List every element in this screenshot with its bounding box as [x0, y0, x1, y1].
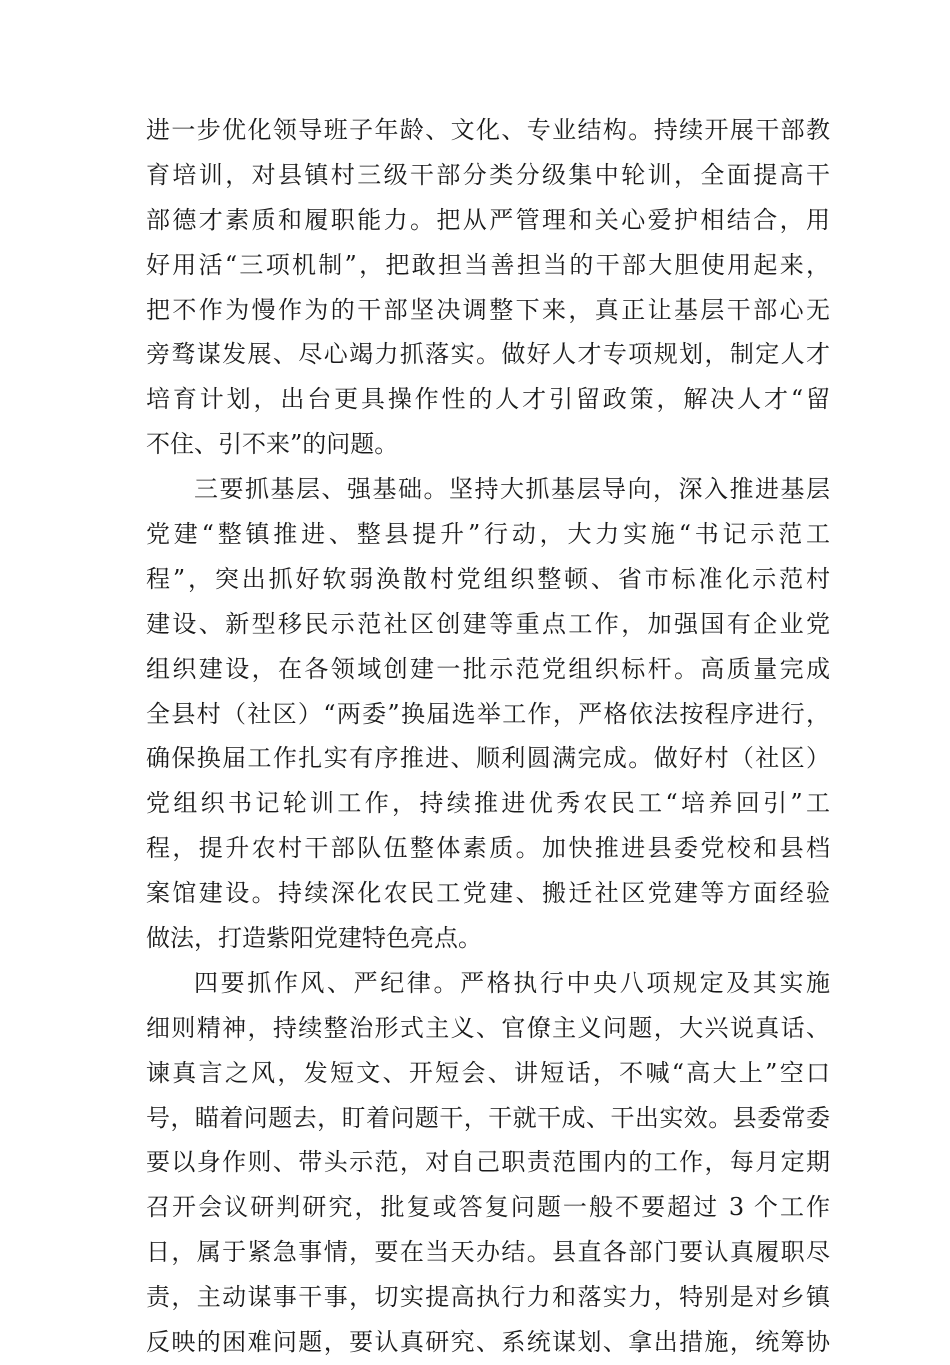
text-line: 不住、引不来”的问题。 [146, 430, 399, 459]
text-line: 号，瞄着问题去，盯着问题干，干就干成、干出实效。县委常委 [146, 1103, 830, 1132]
paragraph-heading-line: 四要抓作风、严纪律。严格执行中央八项规定及其实施 [194, 968, 830, 997]
text-line: 程，提升农村干部队伍整体素质。加快推进县委党校和县档 [146, 834, 830, 863]
text-line: 进一步优化领导班子年龄、文化、专业结构。持续开展干部教 [146, 116, 830, 144]
text-line: 日，属于紧急事情，要在当天办结。县直各部门要认真履职尽 [146, 1238, 830, 1267]
text-line: 谏真言之风，发短文、开短会、讲短话，不喊“高大上”空口 [146, 1058, 830, 1087]
text-line: 做法，打造紫阳党建特色亮点。 [146, 924, 482, 953]
text-line: 全县村（社区）“两委”换届选举工作，严格依法按程序进行， [146, 699, 830, 728]
text-line: 建设、新型移民示范社区创建等重点工作，加强国有企业党 [146, 609, 830, 638]
paragraph-heading-line: 三要抓基层、强基础。坚持大抓基层导向，深入推进基层 [194, 475, 830, 504]
text-line: 组织建设，在各领域创建一批示范党组织标杆。高质量完成 [146, 654, 830, 683]
text-line: 好用活“三项机制”，把敢担当善担当的干部大胆使用起来， [146, 250, 830, 279]
text-line: 党建“整镇推进、整县提升”行动，大力实施“书记示范工 [146, 520, 830, 549]
text-line: 责，主动谋事干事，切实提高执行力和落实力，特别是对乡镇 [146, 1283, 830, 1312]
text-line: 培育计划，出台更具操作性的人才引留政策，解决人才“留 [146, 385, 830, 414]
text-line: 确保换届工作扎实有序推进、顺利圆满完成。做好村（社区） [146, 744, 830, 773]
text-line: 旁骛谋发展、尽心竭力抓落实。做好人才专项规划，制定人才 [146, 340, 830, 369]
text-line: 党组织书记轮训工作，持续推进优秀农民工“培养回引”工 [146, 789, 830, 818]
body-text [146, 108, 830, 1365]
text-line: 召开会议研判研究，批复或答复问题一般不要超过 3 个工作 [146, 1193, 830, 1222]
text-line: 案馆建设。持续深化农民工党建、搬迁社区党建等方面经验 [146, 879, 830, 908]
text-line: 细则精神，持续整治形式主义、官僚主义问题，大兴说真话、 [146, 1013, 830, 1042]
text-line: 育培训，对县镇村三级干部分类分级集中轮训，全面提高干 [146, 160, 830, 189]
text-line: 反映的困难问题，要认真研究、系统谋划、拿出措施，统筹协 [146, 1328, 830, 1357]
text-line: 要以身作则、带头示范，对自己职责范围内的工作，每月定期 [146, 1148, 830, 1177]
text-line: 程”，突出抓好软弱涣散村党组织整顿、省市标准化示范村 [146, 564, 830, 593]
text-line: 把不作为慢作为的干部坚决调整下来，真正让基层干部心无 [146, 295, 830, 324]
text-line: 部德才素质和履职能力。把从严管理和关心爱护相结合，用 [146, 205, 830, 234]
